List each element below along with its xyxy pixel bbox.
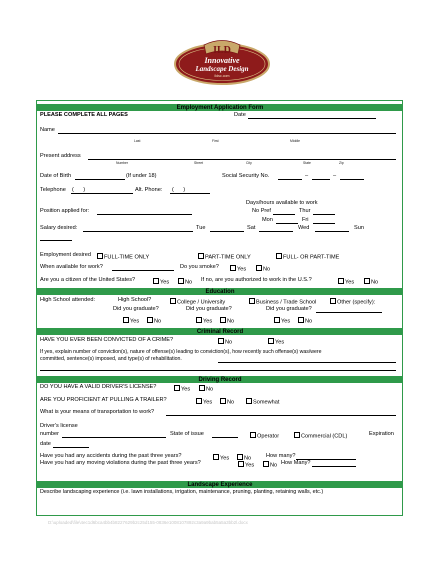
day-tue: Tue [196,225,206,231]
authorized-label: If no, are you authorized to work in the U.S.? [201,277,312,283]
business-grad-no-checkbox[interactable] [298,317,304,323]
violations-how-many-field[interactable] [312,466,356,467]
ssn-part2[interactable] [312,179,330,180]
trailer-question: ARE YOU PROFICIENT AT PULLING A TRAILER? [40,397,167,403]
expiration-label: Expiration [369,431,394,437]
day-wed: Wed [298,225,310,231]
driving-title: Driving Record [198,376,242,383]
salary-label: Salary desired: [40,225,78,231]
education-bar [37,288,403,295]
violations-no[interactable]: No [263,461,277,469]
authorized-no[interactable]: No [364,278,378,286]
authorized-yes-checkbox[interactable] [338,278,344,284]
business-graduate-label: Did you graduate? [266,306,312,312]
crime-explain-field[interactable] [218,362,396,363]
telephone-label: Telephone [40,187,66,193]
citizen-no-checkbox[interactable] [178,278,184,284]
full-time-checkbox[interactable] [97,253,103,259]
college-option[interactable]: College / University [170,298,225,306]
when-available-field[interactable] [112,270,174,271]
dob-note: (If under 18) [126,173,157,179]
dob-label: Date of Birth [40,173,72,179]
other-checkbox[interactable] [330,298,336,304]
other-specify-field[interactable] [316,312,382,313]
license-question: DO YOU HAVE A VALID DRIVER'S LICENSE? [40,384,157,390]
citizen-yes[interactable]: Yes [153,278,169,286]
crime-no-checkbox[interactable] [218,338,224,344]
telephone-field[interactable] [71,193,133,194]
state-of-issue-label: State of issue [170,431,204,437]
accidents-how-many-label: How many? [266,453,296,459]
thur-field[interactable] [313,214,335,215]
smoke-no-checkbox[interactable] [256,265,262,271]
crime-explain-field-2[interactable] [40,370,396,371]
crime-yes-checkbox[interactable] [268,338,274,344]
logo-line-landscape: Landscape Design [195,65,249,73]
transport-field[interactable] [166,415,396,416]
accidents-question: Have you had any accidents during the past three years? [40,453,182,459]
addr-street-caption: Street [194,161,204,165]
sat-field[interactable] [259,231,293,232]
license-no-checkbox[interactable] [199,385,205,391]
transport-question: What is your means of transportation to work? [40,409,155,415]
full-time-option[interactable]: FULL-TIME ONLY [97,253,149,261]
form-title: Employment Application Form [176,104,264,111]
college-graduate-label: Did you graduate? [186,306,232,312]
high-school-label: High School? [118,297,152,303]
license-yes[interactable]: Yes [174,385,190,393]
citizen-yes-checkbox[interactable] [153,278,159,284]
business-grad-no[interactable]: No [298,317,312,325]
license-yes-checkbox[interactable] [174,385,180,391]
college-grad-no[interactable]: No [220,317,234,325]
salary-field[interactable] [83,231,193,232]
trailer-no-checkbox[interactable] [220,398,226,404]
commercial-checkbox[interactable] [294,432,300,438]
trailer-yes-checkbox[interactable] [196,398,202,404]
crime-explain-line2: committed, sentence(s) imposed, and type(s) of rehabilitation. [40,356,182,362]
name-first-caption: First [212,139,219,143]
complete-all-pages: PLEASE COMPLETE ALL PAGES [40,112,128,118]
crime-question: HAVE YOU EVER BEEN CONVICTED OF A CRIME? [40,337,174,343]
form-title-bar [37,104,403,111]
commercial-option[interactable]: Commercial (CDL) [294,432,347,440]
name-middle-caption: Middle [290,139,300,143]
logo-url: ildsc.com [214,74,230,78]
day-fri: Fri [302,217,309,223]
date-label: Date [234,112,246,118]
date-field[interactable] [248,118,376,119]
operator-option[interactable]: Operator [250,432,279,440]
hs-grad-yes-checkbox[interactable] [123,317,129,323]
addr-zip-caption: Zip [339,161,344,165]
driving-bar [37,376,403,383]
ssn-label: Social Security No. [222,173,270,179]
part-time-checkbox[interactable] [198,253,204,259]
landscape-describe: Describe landscaping experience (i.e. lawn installations, irrigation, maintenance, pruning, planting, retaining walls, etc.) [40,489,324,495]
violations-question: Have you had any moving violations during the past three years? [40,460,201,466]
state-of-issue-field[interactable] [212,437,238,438]
logo-line-innovative: Innovative [204,56,240,65]
hs-grad-no-checkbox[interactable] [147,317,153,323]
college-grad-yes-checkbox[interactable] [196,317,202,323]
crime-no[interactable]: No [218,338,232,346]
address-label: Present address [40,153,81,159]
smoke-yes-checkbox[interactable] [230,265,236,271]
either-checkbox[interactable] [276,253,282,259]
trailer-somewhat-checkbox[interactable] [246,398,252,404]
violations-yes-checkbox[interactable] [238,461,244,467]
company-logo [172,36,272,88]
violations-yes[interactable]: Yes [238,461,254,469]
day-thur: Thur [299,208,311,214]
addr-number-caption: Number [116,161,129,165]
either-option[interactable]: FULL- OR PART-TIME [276,253,339,261]
no-pref-field[interactable] [273,214,295,215]
authorized-no-checkbox[interactable] [364,278,370,284]
trailer-yes[interactable]: Yes [196,398,212,406]
trailer-no[interactable]: No [220,398,234,406]
file-path-watermark: D:\uploaded\file\4ec1d6bca4bb4b8227629b2c25d155-0836e1008107892c3a9a9bab5a5a3bb2l.docx [48,520,248,525]
hs-grad-no[interactable]: No [147,317,161,325]
position-field[interactable] [97,214,192,215]
addr-city-caption: City [246,161,252,165]
addr-state-caption: State [303,161,311,165]
criminal-title: Criminal Record [196,328,244,335]
business-option[interactable]: Business / Trade School [249,298,316,306]
ssn-part1[interactable] [278,179,302,180]
business-grad-yes[interactable]: Yes [274,317,290,325]
wed-field[interactable] [315,231,349,232]
college-checkbox[interactable] [170,298,176,304]
logo-initials: ILD [213,45,231,56]
day-mon: Mon [262,217,273,223]
fri-field[interactable] [313,223,335,224]
crime-yes[interactable]: Yes [268,338,284,346]
employment-desired-label: Employment desired [40,252,91,258]
name-field[interactable] [58,133,396,134]
violations-no-checkbox[interactable] [263,461,269,467]
drivers-license-label: Driver's license [40,423,78,429]
accidents-no-checkbox[interactable] [237,454,243,460]
landscape-title: Landscape Experience [187,481,253,488]
part-time-option[interactable]: PART-TIME ONLY [198,253,251,261]
name-label: Name [40,127,55,133]
tue-field[interactable] [210,231,244,232]
sun-field[interactable] [40,240,72,241]
ssn-part3[interactable] [340,179,364,180]
day-sat: Sat [247,225,256,231]
authorized-yes[interactable]: Yes [338,278,354,286]
license-number-field[interactable] [62,437,166,438]
college-grad-yes[interactable]: Yes [196,317,212,325]
expiration-date-label: date [40,441,51,447]
violations-how-many-label: How Many? [281,460,311,466]
when-available-label: When available for work? [40,264,103,270]
dob-field[interactable] [75,179,125,180]
operator-checkbox[interactable] [250,432,256,438]
criminal-bar [37,328,403,335]
address-field[interactable] [88,159,396,160]
mon-field[interactable] [276,223,298,224]
hs-grad-yes[interactable]: Yes [123,317,139,325]
accidents-no[interactable]: No [237,454,251,462]
accidents-yes-checkbox[interactable] [213,454,219,460]
license-no[interactable]: No [199,385,213,393]
expiration-date-field[interactable] [53,447,89,448]
business-grad-yes-checkbox[interactable] [274,317,280,323]
business-checkbox[interactable] [249,298,255,304]
hs-attended-label: High School attended: [40,297,96,303]
college-grad-no-checkbox[interactable] [220,317,226,323]
education-title: Education [205,288,235,295]
license-number-label: number [40,431,59,437]
alt-phone-label: Alt. Phone: [135,187,163,193]
day-sun: Sun [354,225,364,231]
smoke-label: Do you smoke? [180,264,219,270]
other-option[interactable]: Other (specify): [330,298,375,306]
day-no-pref: No Pref [252,208,271,214]
accidents-yes[interactable]: Yes [213,454,229,462]
crime-explain-line1: If yes, explain number of conviction(s), nature of offense(s) leading to conviction(s), how recently such offense(s) was/were [40,349,322,355]
smoke-no[interactable]: No [256,265,270,273]
landscape-bar [37,481,403,488]
citizen-label: Are you a citizen of the United States? [40,277,136,283]
hs-graduate-label: Did you graduate? [113,306,159,312]
trailer-somewhat[interactable]: Somewhat [246,398,279,406]
position-label: Position applied for: [40,208,90,214]
smoke-yes[interactable]: Yes [230,265,246,273]
name-last-caption: Last [134,139,141,143]
citizen-no[interactable]: No [178,278,192,286]
alt-phone-field[interactable] [170,193,210,194]
days-available-label: Days/hours available to work [246,200,318,206]
